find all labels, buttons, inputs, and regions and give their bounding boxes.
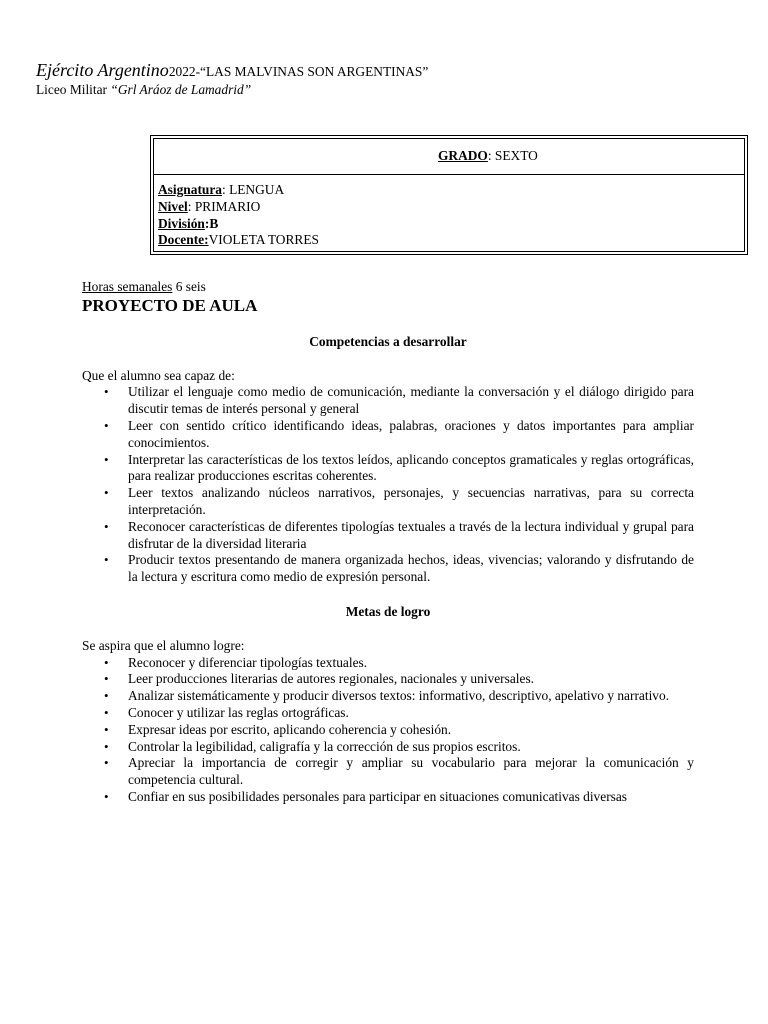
list-item (104, 518, 694, 553)
header-line-2 (36, 82, 428, 99)
page-title: PROYECTO DE AULA (82, 295, 258, 315)
bullet-icon: • (104, 518, 109, 534)
list-item-text: Producir textos presentando de manera organizada hechos, ideas, vivencias; valorando y disfrutando de la lectura y escritura como medio de expresión personal. (128, 552, 694, 585)
hours-label: Horas semanales (82, 279, 173, 294)
list-item (104, 721, 694, 739)
hours-line (82, 279, 694, 296)
nivel-value: : PRIMARIO (187, 198, 261, 214)
competencias-intro: Que el alumno sea capaz de: (82, 367, 235, 383)
asignatura-value: : LENGUA (222, 182, 285, 197)
metas-list (82, 655, 694, 806)
bullet-icon: • (104, 384, 109, 400)
metas-intro: Se aspira que el alumno logre: (82, 637, 245, 653)
docente-value: VIOLETA TORRES (208, 232, 319, 248)
division-line (158, 216, 744, 233)
list-item (104, 704, 694, 722)
course-details (154, 175, 744, 249)
grado-label: GRADO (438, 148, 488, 163)
bullet-icon: • (104, 485, 109, 501)
asignatura-label: Asignatura (158, 182, 222, 197)
list-item (104, 688, 694, 705)
list-item (104, 417, 694, 452)
list-item-text: Utilizar el lenguaje como medio de comunicación, mediante la conversación y el diálogo dirigido para discutir temas de interés personal y general (128, 384, 694, 417)
course-info-box-inner (153, 138, 745, 252)
competencias-heading: Competencias a desarrollar (309, 333, 467, 349)
list-item-text: Controlar la legibilidad, caligrafía y la corrección de sus propios escritos. (128, 738, 521, 754)
bullet-icon: • (104, 788, 109, 804)
grado-value: : SEXTO (487, 148, 538, 163)
competencias-list (82, 384, 694, 586)
bullet-icon: • (104, 417, 109, 433)
nivel-line (158, 199, 744, 216)
document-header (36, 62, 428, 99)
list-item (104, 485, 694, 519)
document-body (82, 279, 694, 806)
list-item (104, 788, 694, 806)
list-item (104, 552, 694, 586)
grado-line (438, 148, 538, 165)
bullet-icon: • (104, 451, 109, 467)
header-motto: 2022-“LAS MALVINAS SON ARGENTINAS” (168, 64, 429, 79)
list-item (104, 671, 694, 688)
list-item-text: Leer con sentido crítico identificando ideas, palabras, oraciones y datos importantes para ampliar conocimientos. (128, 417, 694, 450)
school-name: “Grl Aráoz de Lamadrid” (110, 81, 252, 97)
metas-heading: Metas de logro (345, 603, 431, 619)
asignatura-line (158, 182, 744, 199)
list-item-text: Interpretar las características de los textos leídos, aplicando conceptos gramaticales y reglas ortográficas, para realizar producciones escritas coherentes. (128, 451, 694, 484)
nivel-label: Nivel (158, 198, 188, 214)
bullet-icon: • (104, 552, 109, 568)
list-item-text: Reconocer y diferenciar tipologías textuales. (128, 654, 368, 670)
list-item (104, 451, 694, 486)
header-line-1 (36, 62, 428, 81)
list-item-text: Reconocer características de diferentes tipologías textuales a través de la lectura individual y grupal para disfrutar de la diversidad literaria (128, 518, 694, 551)
list-item-text: Conocer y utilizar las reglas ortográficas. (128, 704, 349, 720)
list-item-text: Leer textos analizando núcleos narrativos, personajes, y secuencias narrativas, para su correcta interpretación. (128, 485, 694, 517)
bullet-icon: • (104, 688, 109, 704)
bullet-icon: • (104, 755, 109, 771)
list-item-text: Apreciar la importancia de corregir y ampliar su vocabulario para mejorar la comunicación y competencia cultural. (128, 755, 694, 788)
grado-row (154, 139, 744, 175)
bullet-icon: • (104, 721, 109, 737)
bullet-icon: • (104, 654, 109, 670)
list-item (104, 384, 694, 418)
list-item (104, 755, 694, 789)
list-item-text: Expresar ideas por escrito, aplicando coherencia y cohesión. (128, 721, 452, 737)
school-prefix: Liceo Militar (36, 81, 108, 97)
course-info-box (150, 135, 748, 255)
hours-value: 6 seis (172, 279, 206, 294)
docente-label: Docente: (158, 232, 209, 248)
list-item-text: Confiar en sus posibilidades personales para participar en situaciones comunicativas diversas (128, 788, 628, 804)
division-label: División (158, 215, 205, 231)
bullet-icon: • (104, 671, 109, 687)
bullet-icon: • (104, 704, 109, 720)
docente-line (158, 232, 744, 249)
organization-name: Ejército Argentino (36, 60, 169, 80)
bullet-icon: • (104, 738, 109, 754)
list-item (104, 738, 694, 756)
list-item-text: Analizar sistemáticamente y producir diversos textos: informativo, descriptivo, apelativo y narrativo. (128, 688, 670, 704)
list-item (104, 654, 694, 672)
list-item-text: Leer producciones literarias de autores regionales, nacionales y universales. (128, 671, 535, 687)
division-value: :B (204, 215, 219, 231)
